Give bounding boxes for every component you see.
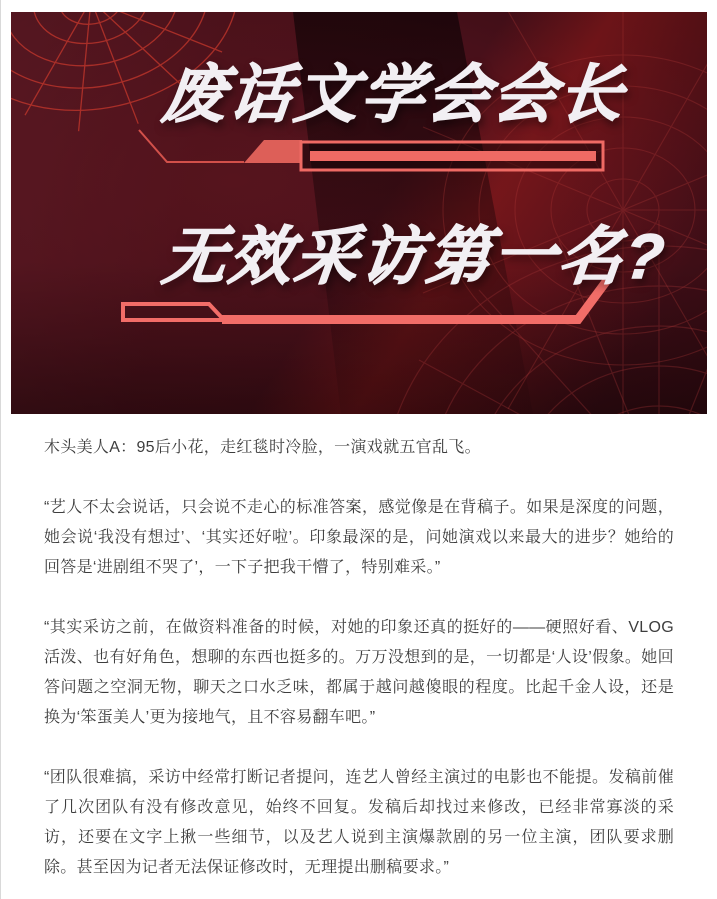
banner-title-line2: 无效采访第一名? bbox=[159, 222, 671, 292]
paragraph-quote-1: “艺人不太会说话，只会说不走心的标准答案，感觉像是在背稿子。如果是深度的问题，她会说‘我没有想过’、‘其实还好啦’。印象最深的是，问她演戏以来最大的进步？她给的回答是‘进剧组不哭了’，一下子把我干懵了，特别难采。” bbox=[44, 499, 674, 576]
paragraph-quote-2: “其实采访之前，在做资料准备的时候，对她的印象还真的挺好的——硬照好看、VLOG活泼、也有好角色，想聊的东西也挺多的。万万没想到的是，一切都是‘人设’假象。她回答问题之空洞无物，聊天之口水乏味，都属于越问越傻眼的程度。比起千金人设，还是换为‘笨蛋美人’更为接地气，且不容易翻车吧。” bbox=[44, 619, 674, 726]
article-body bbox=[1, 414, 717, 899]
banner-title-line1: 废话文学会会长 bbox=[159, 60, 629, 130]
paragraph-intro: 木头美人A：95后小花，走红毯时冷脸，一演戏就五官乱飞。 bbox=[44, 439, 481, 456]
paragraph-quote-3: “团队很难搞，采访中经常打断记者提问，连艺人曾经主演过的电影也不能提。发稿前催了几次团队有没有修改意见，始终不回复。发稿后却找过来修改，已经非常寡淡的采访，还要在文字上揪一些细节，以及艺人说到主演爆款剧的另一位主演，团队要求删除。甚至因为记者无法保证修改时，无理提出删稿要求。” bbox=[44, 769, 674, 876]
cover-banner bbox=[11, 12, 707, 414]
